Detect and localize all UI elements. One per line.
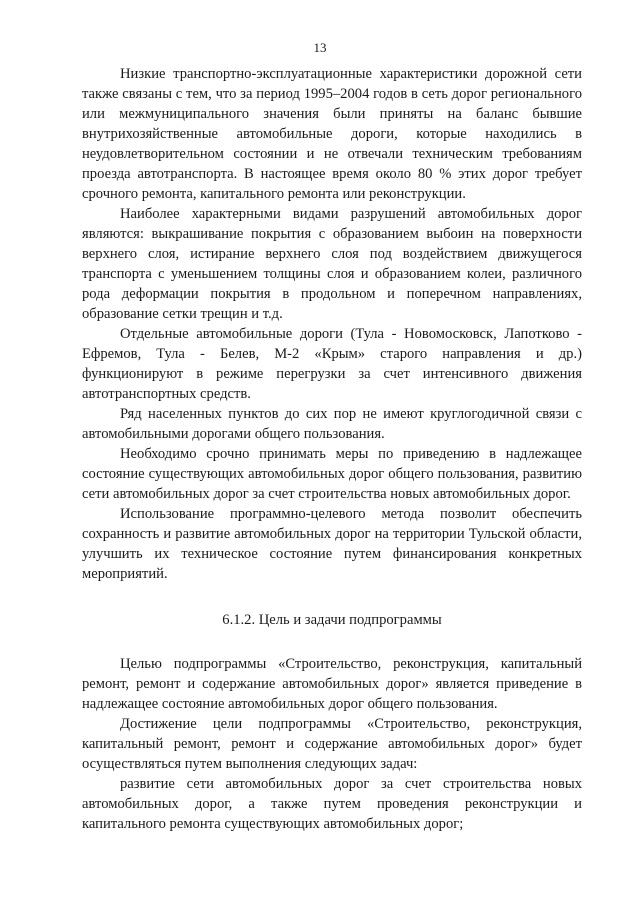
paragraph-overloaded-roads: Отдельные автомобильные дороги (Тула - Новомосковск, Лапотково - Ефремов, Тула - Белев, М-2 «Крым» старого направления и др.) функционируют в режиме перегрузки за счет интенсивного движения автотранспортных средств. [82, 326, 582, 402]
paragraph-urgent-measures: Необходимо срочно принимать меры по приведению в надлежащее состояние существующих автомобильных дорог общего пользования, развитию сети автомобильных дорог за счет строительства новых автомобильных дорог. [82, 446, 582, 502]
document-body [82, 64, 582, 834]
section-heading: 6.1.2. Цель и задачи подпрограммы [222, 612, 442, 628]
paragraph-road-network-characteristics: Низкие транспортно-эксплуатационные характеристики дорожной сети также связаны с тем, что за период 1995–2004 годов в сеть дорог регионального или межмуниципального значения были приняты на баланс бывшие внутрихозяйственные автомобильные дороги, которые находились в неудовлетворительном состоянии и не отвечали техническим требованиям проезда автотранспорта. В настоящее время около 80 % этих дорог требует срочного ремонта, капитального ремонта или реконструкции. [82, 66, 582, 202]
page-number: 13 [313, 40, 327, 55]
paragraph-program-method: Использование программно-целевого метода позволит обеспечить сохранность и развитие автомобильных дорог на территории Тульской области, улучшить их техническое состояние путем финансирования конкретных мероприятий. [82, 506, 582, 582]
paragraph-goal-achievement: Достижение цели подпрограммы «Строительство, реконструкция, капитальный ремонт, ремонт и содержание автомобильных дорог» будет осуществляться путем выполнения следующих задач: [82, 716, 582, 772]
paragraph-subprogram-goal: Целью подпрограммы «Строительство, реконструкция, капитальный ремонт, ремонт и содержание автомобильных дорог» является приведение в надлежащее состояние автомобильных дорог общего пользования. [82, 656, 582, 712]
paragraph-road-damage-types: Наиболее характерными видами разрушений автомобильных дорог являются: выкрашивание покрытия с образованием выбоин на поверхности верхнего слоя, истирание верхнего слоя под воздействием движущегося транспорта с уменьшением толщины слоя и образованием колеи, различного рода деформации покрытия в продольном и поперечном направлениях, образование сетки трещин и т.д. [82, 206, 582, 322]
list-item-network-development: развитие сети автомобильных дорог за счет строительства новых автомобильных дорог, а также путем проведения реконструкции и капитального ремонта существующих автомобильных дорог; [82, 776, 582, 832]
paragraph-settlements-without-access: Ряд населенных пунктов до сих пор не имеют круглогодичной связи с автомобильными дорогами общего пользования. [82, 406, 582, 442]
